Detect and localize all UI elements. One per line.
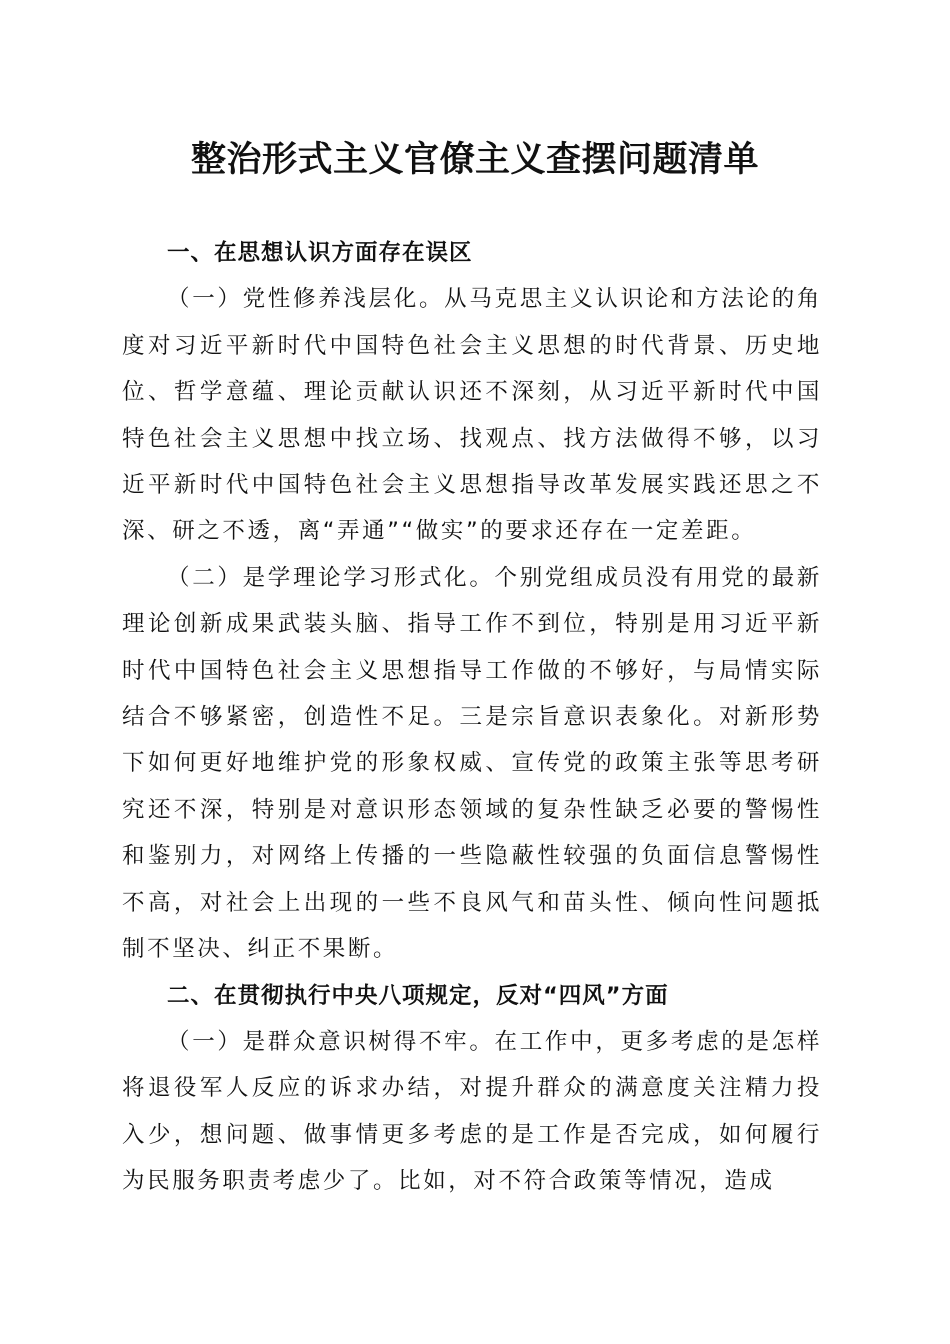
document-body	[122, 230, 822, 1205]
paragraph	[122, 276, 822, 554]
document-title: 整治形式主义官僚主义查摆问题清单	[190, 139, 759, 180]
section-heading: 一、在思想认识方面存在误区	[167, 240, 473, 266]
paragraph-text: 在工作中，更多考虑的是怎样将退役军人反应的诉求办结，对提升群众的满意度关注精力投入少，想问题、做事情更多考虑的是工作是否完成，如何履行为民服务职责考虑少了。比如，对不符合政策等情况，造成	[122, 1028, 822, 1195]
paragraph	[122, 1019, 822, 1205]
section-heading: 二、在贯彻执行中央八项规定，反对“四风”方面	[167, 982, 669, 1009]
paragraph-text: 个别党组成员没有用党的最新理论创新成果武装头脑、指导工作不到位，特别是用习近平新时代中国特色社会主义思想指导工作做的不够好，与局情实际结合不够紧密，创造性不足。三是宗旨意识表象化。对新形势下如何更好地维护党的形象权威、宣传党的政策主张等思考研究还不深，特别是对意识形态领域的复杂性缺乏必要的警惕性和鉴别力，对网络上传播的一些隐蔽性较强的负面信息警惕性不高，对社会上出现的一些不良风气和苗头性、倾向性问题抵制不坚决、纠正不果断。	[122, 564, 822, 963]
paragraph-lead: （一）是群众意识树得不牢。	[167, 1028, 495, 1055]
paragraph-lead: （二）是学理论学习形式化。	[167, 564, 495, 591]
paragraph-text: 从马克思主义认识论和方法论的角度对习近平新时代中国特色社会主义思想的时代背景、历史地位、哲学意蕴、理论贡献认识还不深刻，从习近平新时代中国特色社会主义思想中找立场、找观点、找方法做得不够，以习近平新时代中国特色社会主义思想指导改革发展实践还思之不深、研之不透，离“弄通”“做实”的要求还存在一定差距。	[122, 286, 822, 545]
paragraph-lead: （一）党性修养浅层化。	[167, 286, 445, 313]
paragraph	[122, 555, 822, 973]
